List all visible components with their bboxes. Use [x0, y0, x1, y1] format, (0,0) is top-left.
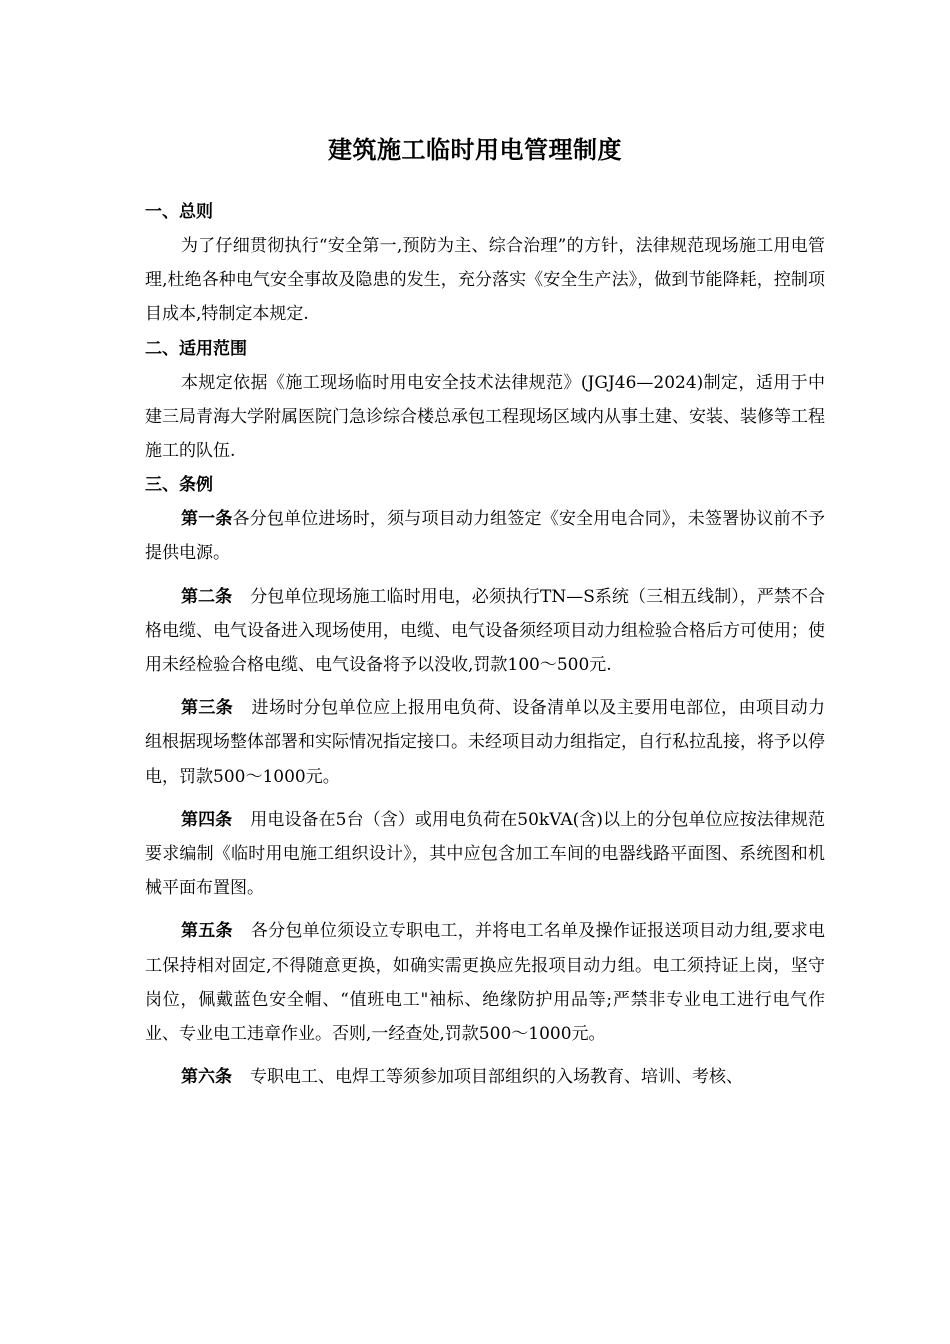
article-label: 第三条 [181, 698, 234, 719]
article-label: 第四条 [181, 809, 233, 830]
article-2 [145, 580, 825, 683]
article-text: 分包单位现场施工临时用电，必须执行TN—S系统（三相五线制），严禁不合格电缆、电气设备进入现场使用，电缆、电气设备须经项目动力组检验合格后方可使用；使用未经检验合格电缆、电气设备将予以没收,罚款100～500元. [145, 586, 825, 676]
article-1 [145, 502, 825, 570]
article-text: 各分包单位须设立专职电工，并将电工名单及操作证报送项目动力组,要求电工保持相对固定,不得随意更换，如确实需更换应先报项目动力组。电工须持证上岗，坚守岗位，佩戴蓝色安全帽、“值班电工"袖标、绝缘防护用品等;严禁非专业电工进行电气作业、专业电工违章作业。否则,一经查处,罚款500～1000元。 [145, 921, 826, 1045]
article-text: 用电设备在5台（含）或用电负荷在50kVA(含)以上的分包单位应按法律规范要求编制《临时用电施工组织设计》，其中应包含加工车间的电器线路平面图、系统图和机械平面布置图。 [145, 809, 826, 899]
section-text-general: 为了仔细贯彻执行“安全第一,预防为主、综合治理”的方针，法律规范现场施工用电管理,杜绝各种电气安全事故及隐患的发生，充分落实《安全生产法》，做到节能降耗，控制项目成本,特制定本规定. [145, 236, 825, 325]
section-heading-general: 一、总则 [145, 202, 213, 222]
document-body [145, 195, 825, 1094]
article-text: 专职电工、电焊工等须参加项目部组织的入场教育、培训、考核、 [250, 1067, 743, 1088]
article-label: 第二条 [181, 586, 233, 607]
article-text: 进场时分包单位应上报用电负荷、设备清单以及主要用电部位，由项目动力组根据现场整体部署和实际情况指定接口。未经项目动力组指定，自行私拉乱接，将予以停电，罚款500～1000元。 [145, 698, 826, 787]
article-text: 各分包单位进场时，须与项目动力组签定《安全用电合同》，未签署协议前不予提供电源。 [145, 509, 826, 564]
article-3 [145, 691, 825, 794]
article-4 [145, 803, 825, 906]
section-text-scope: 本规定依据《施工现场临时用电安全技术法律规范》(JGJ46—2024)制定，适用于中建三局青海大学附属医院门急诊综合楼总承包工程现场区域内从事土建、安装、装修等工程施工的队伍. [145, 372, 825, 462]
article-5 [145, 914, 825, 1051]
section-heading-scope: 二、适用范围 [145, 338, 247, 359]
article-6 [145, 1060, 825, 1094]
article-label: 第一条 [181, 509, 233, 530]
article-label: 第五条 [181, 921, 233, 942]
article-label: 第六条 [181, 1067, 232, 1088]
document-title: 建筑施工临时用电管理制度 [328, 136, 622, 164]
section-heading-articles: 三、条例 [145, 475, 213, 496]
